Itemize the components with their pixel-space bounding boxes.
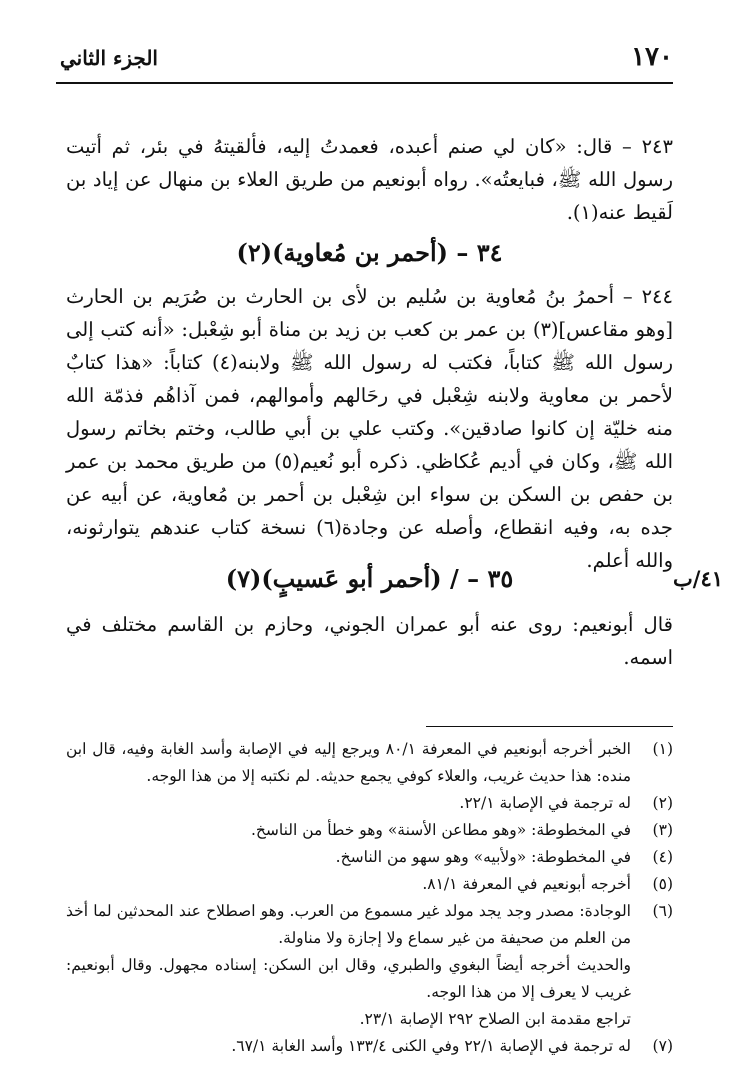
footnote-number: (١) (652, 740, 673, 758)
footnote-3 (66, 817, 673, 844)
footnote-text: الخبر أخرجه أبونعيم في المعرفة ٨٠/١ ويرجع إليه في الإصابة وأسد الغابة وفيه، قال ابن منده: هذا حديث غريب، والعلاء كوفي يجمع حديثه. لم نكتبه إلا من هذا الوجه. (66, 740, 631, 785)
footnote-number: (٢) (652, 794, 673, 812)
entry-244-paragraph: ٢٤٤ – أحمرُ بنُ مُعاوية بن سُليم بن لأى بن الحارث بن صُرَيم بن الحارث [وهو مقاعس](٣) بن عمر بن كعب بن زيد بن مناة أبو شِعْبل: «أنه كتب إلى رسول الله ﷺ كتاباً، فكتب له رسول الله ﷺ ولابنه(٤) كتاباً: «هذا كتابٌ لأحمر بن معاوية ولابنه شِعْبل في رحَالهم وأموالهم، فمن آذاهُم فذمّة الله منه خليّة إن كانوا صادقين». وكتب علي بن أبي طالب، وختم بخاتم رسول الله ﷺ، وكان في أديم عُكاظي. ذكره أبو نُعيم(٥) من طريق محمد بن عمر بن حفص بن السكن بن سواء ابن شِعْبل بن أحمر بن مُعاوية، عن أبيه عن جده به، وفيه انقطاع، وأصله عن وجادة(٦) نسخة كتاب عندهم يتوارثونه، والله أعلم. (66, 285, 674, 572)
footnote-1 (66, 736, 673, 790)
footnote-text: له ترجمة في الإصابة ٢٢/١. (459, 794, 631, 812)
header-rule (56, 82, 673, 84)
entry-35-paragraph: قال أبونعيم: روى عنه أبو عمران الجوني، وحازم بن القاسم مختلف في اسمه. (66, 613, 673, 669)
footnote-6 (66, 898, 673, 952)
footnote-rule (426, 726, 673, 727)
footnote-4 (66, 844, 673, 871)
part-title: الجزء الثاني (60, 46, 158, 70)
footnote-5 (66, 871, 673, 898)
footnote-number: (٧) (652, 1037, 673, 1055)
page-number: ١٧٠ (631, 42, 673, 72)
footnote-text: في المخطوطة: «وهو مطاعن الأسنة» وهو خطأ من الناسخ. (250, 821, 631, 839)
manuscript-folio-marker: ٤١/ب (672, 566, 723, 591)
section-35-heading: ٣٥ – / (أحمر أبو عَسيبٍ)(٧) (225, 564, 514, 593)
footnote-number: (٦) (652, 902, 673, 920)
footnote-text: في المخطوطة: «ولأبيه» وهو سهو من الناسخ. (335, 848, 631, 866)
footnote-number: (٤) (652, 848, 673, 866)
page-header (60, 42, 673, 82)
entry-243-paragraph: ٢٤٣ – قال: «كان لي صنم أعبده، فعمدتُ إليه، فألقيتهُ في بئر، ثم أتيت رسول الله ﷺ، فبايعتُه». رواه أبونعيم من طريق العلاء بن منهال عن إياد بن لَقيط عنه(١). (66, 135, 673, 224)
footnote-number: (٣) (652, 821, 673, 839)
footnote-6-continuation: والحديث أخرجه أيضاً البغوي والطبري، وقال ابن السكن: إسناده مجهول. وقال أبونعيم: غريب لا يعرف إلا من هذا الوجه. (66, 956, 631, 1001)
footnote-text: أخرجه أبونعيم في المعرفة ٨١/١. (422, 875, 631, 893)
section-34-heading: ٣٤ – (أحمر بن مُعاوية)(٢) (236, 238, 503, 267)
footnote-6-continuation: تراجع مقدمة ابن الصلاح ٢٩٢ الإصابة ٢٣/١. (359, 1010, 631, 1028)
footnote-number: (٥) (652, 875, 673, 893)
footnote-text: له ترجمة في الإصابة ٢٢/١ وفي الكنى ١٣٣/٤ وأسد الغابة ٦٧/١. (231, 1037, 631, 1055)
footnote-7 (66, 1033, 673, 1060)
footnote-text: الوجادة: مصدر وجد يجد مولد غير مسموع من العرب. وهو اصطلاح عند المحدثين لما أخذ من العلم من صحيفة من غير سماع ولا إجازة ولا مناولة. (66, 902, 631, 947)
footnotes (66, 736, 673, 1060)
footnote-2 (66, 790, 673, 817)
